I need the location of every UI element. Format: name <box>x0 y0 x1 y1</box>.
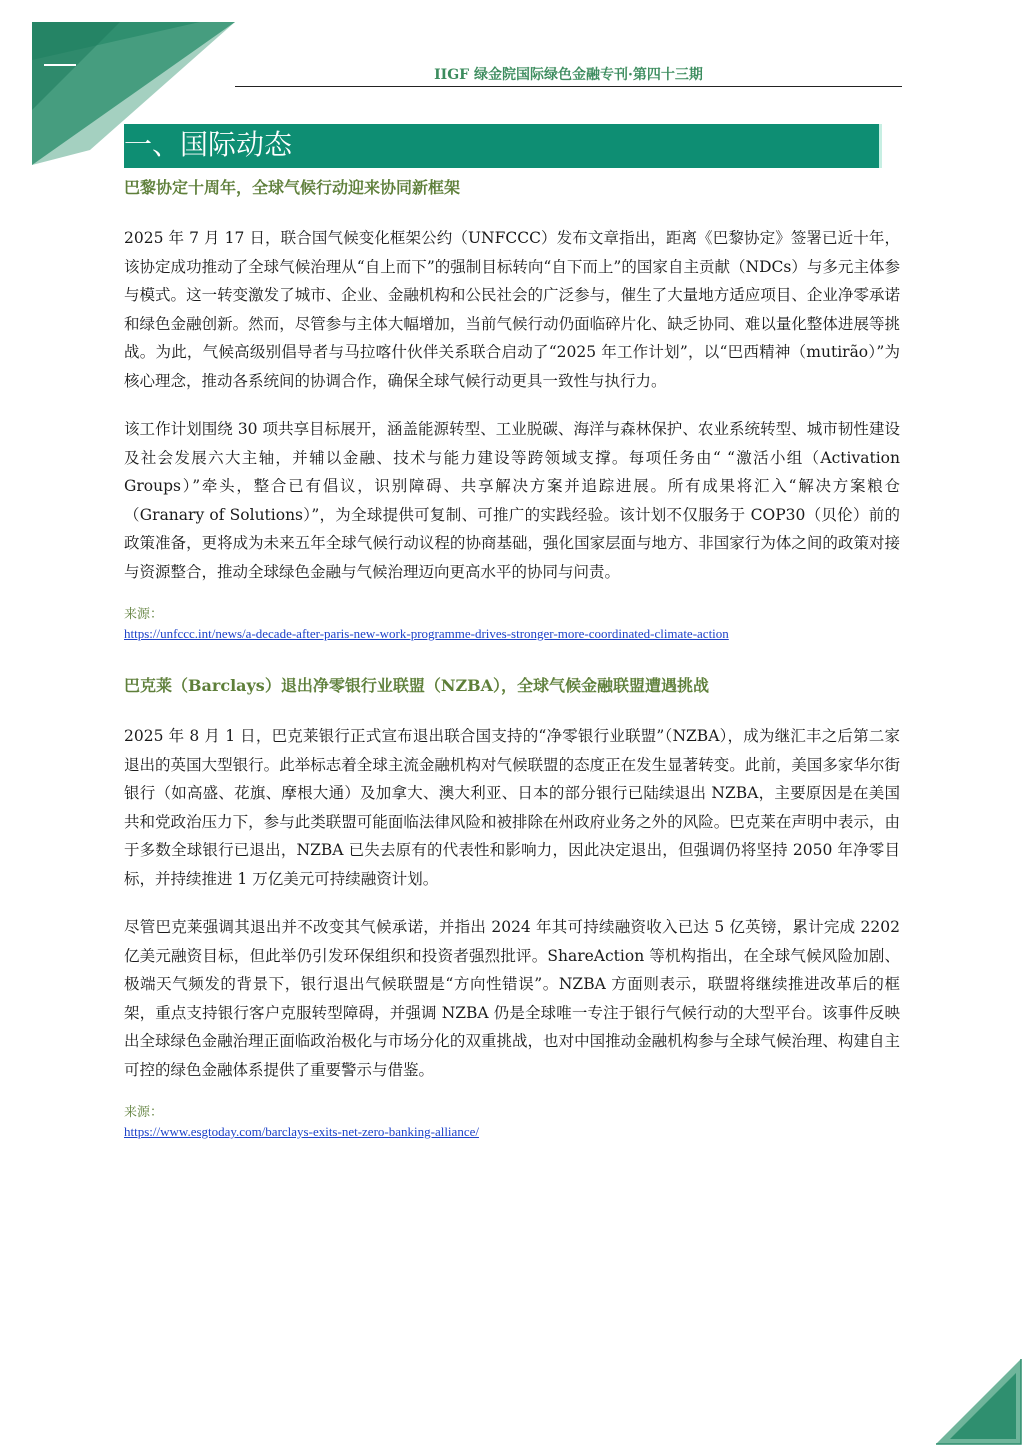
header-title: IIGF 绿金院国际绿色金融专刊·第四十三期 <box>434 67 703 83</box>
article-1-paragraph-1: 2025 年 7 月 17 日，联合国气候变化框架公约（UNFCCC）发布文章指出，距离《巴黎协定》签署已近十年，该协定成功推动了全球气候治理从“自上而下”的强制目标转向“自下而上”的国家自主贡献（NDCs）与多元主体参与模式。这一转变激发了城市、企业、金融机构和公民社会的广泛参与，催生了大量地方适应项目、企业净零承诺和绿色金融创新。然而，尽管参与主体大幅增加，当前气候行动仍面临碎片化、缺乏协同、难以量化整体进展等挑战。为此，气候高级别倡导者与马拉喀什伙伴关系联合启动了“2025 年工作计划”，以“巴西精神（mutirão）”为核心理念，推动各系统间的协调合作，确保全球气候行动更具一致性与执行力。 <box>124 229 900 390</box>
article-2-paragraph-1: 2025 年 8 月 1 日，巴克莱银行正式宣布退出联合国支持的“净零银行业联盟”（NZBA），成为继汇丰之后第二家退出的英国大型银行。此举标志着全球主流金融机构对气候联盟的态度正在发生显著转变。此前，美国多家华尔街银行（如高盛、花旗、摩根大通）及加拿大、澳大利亚、日本的部分银行已陆续退出 NZBA，主要原因是在美国共和党政治压力下，参与此类联盟可能面临法律风险和被排除在州政府业务之外的风险。巴克莱在声明中表示，由于多数全球银行已退出，NZBA 已失去原有的代表性和影响力，因此决定退出，但强调仍将坚持 2050 年净零目标，并持续推进 1 万亿美元可持续融资计划。 <box>124 727 900 888</box>
article-title-2: 巴克莱（Barclays）退出净零银行业联盟（NZBA），全球气候金融联盟遭遇挑战 <box>124 676 710 695</box>
source-label-2: 来源： <box>124 1105 164 1120</box>
article-content <box>124 172 900 1142</box>
source-link-2[interactable]: https://www.esgtoday.com/barclays-exits-net-zero-banking-alliance/ <box>124 1124 479 1139</box>
article-1-paragraph-2: 该工作计划围绕 30 项共享目标展开，涵盖能源转型、工业脱碳、海洋与森林保护、农业系统转型、城市韧性建设及社会发展六大主轴，并辅以金融、技术与能力建设等跨领域支撑。每项任务由“ “激活小组（Activation Groups）”牵头，整合已有倡议，识别障碍、共享解决方案并追踪进展。所有成果将汇入“解决方案粮仓（Granary of Solutions）”，为全球提供可复制、可推广的实践经验。该计划不仅服务于 COP30（贝伦）前的政策准备，更将成为未来五年全球气候行动议程的协商基础，强化国家层面与地方、非国家行为体之间的政策对接与资源整合，推动全球绿色金融与气候治理迈向更高水平的协同与问责。 <box>124 420 900 581</box>
source-link-1[interactable]: https://unfccc.int/news/a-decade-after-paris-new-work-programme-drives-stronger-more-coordinated-climate-action <box>124 626 729 641</box>
source-label-1: 来源： <box>124 607 164 622</box>
section-banner <box>124 124 882 168</box>
section-title: 一、国际动态 <box>124 128 293 161</box>
corner-dash <box>44 64 76 66</box>
header-divider <box>235 86 902 87</box>
article-title-1: 巴黎协定十周年，全球气候行动迎来协同新框架 <box>124 178 461 197</box>
corner-decoration-bottom-right <box>924 1347 1024 1447</box>
article-2-paragraph-2: 尽管巴克莱强调其退出并不改变其气候承诺，并指出 2024 年其可持续融资收入已达 5 亿英镑，累计完成 2202 亿美元融资目标，但此举仍引发环保组织和投资者强烈批评。ShareAction 等机构指出，在全球气候风险加剧、极端天气频发的背景下，银行退出气候联盟是“方向性错误”。NZBA 方面则表示，联盟将继续推进改革后的框架，重点支持银行客户克服转型障碍，并强调 NZBA 仍是全球唯一专注于银行气候行动的大型平台。该事件反映出全球绿色金融治理正面临政治极化与市场分化的双重挑战，也对中国推动金融机构参与全球气候治理、构建自主可控的绿色金融体系提供了重要警示与借鉴。 <box>124 918 900 1079</box>
